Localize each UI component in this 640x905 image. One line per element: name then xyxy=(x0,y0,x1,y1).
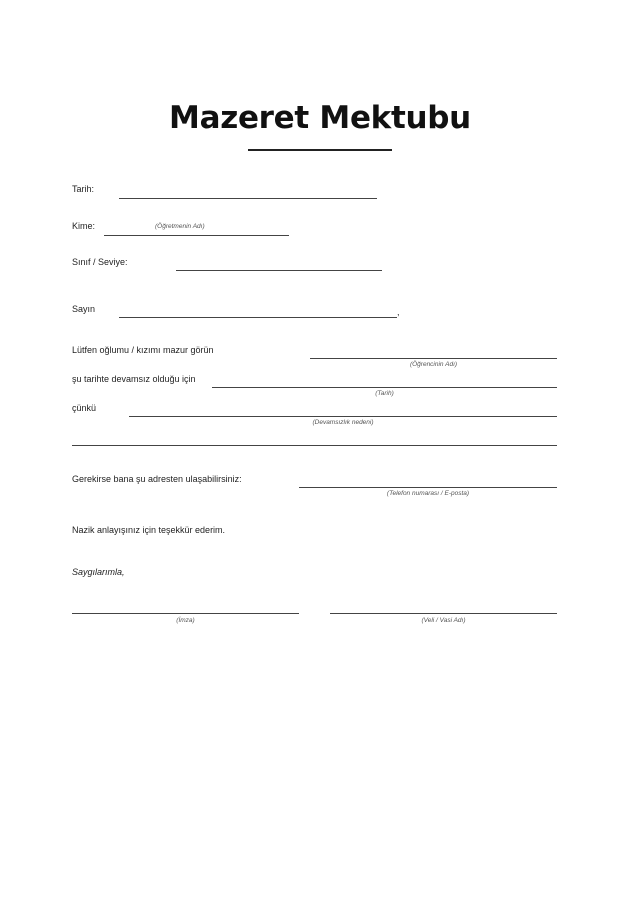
thanks-text: Nazik anlayışınız için teşekkür ederim. xyxy=(72,525,226,535)
student-name-field[interactable] xyxy=(310,358,557,359)
regards-text: Saygılarımla, xyxy=(72,567,125,577)
teacher-name-field[interactable] xyxy=(104,235,289,236)
guardian-name-hint: (Veli / Vasi Adı) xyxy=(421,617,466,624)
body-line-3: çünkü xyxy=(72,403,97,413)
contact-field[interactable] xyxy=(299,487,557,488)
to-label: Kime: xyxy=(72,221,96,231)
absence-date-field[interactable] xyxy=(212,387,557,388)
guardian-name-field[interactable] xyxy=(330,613,557,614)
title-underline xyxy=(248,149,392,151)
salutation-label: Sayın xyxy=(72,304,96,314)
date-field[interactable] xyxy=(119,198,377,199)
class-field[interactable] xyxy=(176,270,382,271)
reason-field[interactable] xyxy=(129,416,557,417)
salutation-comma: , xyxy=(397,307,400,317)
contact-text: Gerekirse bana şu adresten ulaşabilirsiniz: xyxy=(72,474,242,484)
absence-date-hint: (Tarih) xyxy=(375,390,394,397)
reason-field-continued[interactable] xyxy=(72,445,557,446)
reason-hint: (Devamsızlık nedeni) xyxy=(312,419,374,426)
teacher-name-hint: (Öğretmenin Adı) xyxy=(155,223,205,230)
contact-hint: (Telefon numarası / E-posta) xyxy=(386,490,470,497)
salutation-name-field[interactable] xyxy=(119,317,397,318)
body-line-1: Lütfen oğlumu / kızımı mazur görün xyxy=(72,345,214,355)
class-label: Sınıf / Seviye: xyxy=(72,257,128,267)
date-label: Tarih: xyxy=(72,184,95,194)
page-title: Mazeret Mektubu xyxy=(169,100,471,136)
signature-hint: (İmza) xyxy=(176,617,195,624)
student-name-hint: (Öğrencinin Adı) xyxy=(409,361,458,368)
signature-field[interactable] xyxy=(72,613,299,614)
body-line-2: şu tarihte devamsız olduğu için xyxy=(72,374,196,384)
